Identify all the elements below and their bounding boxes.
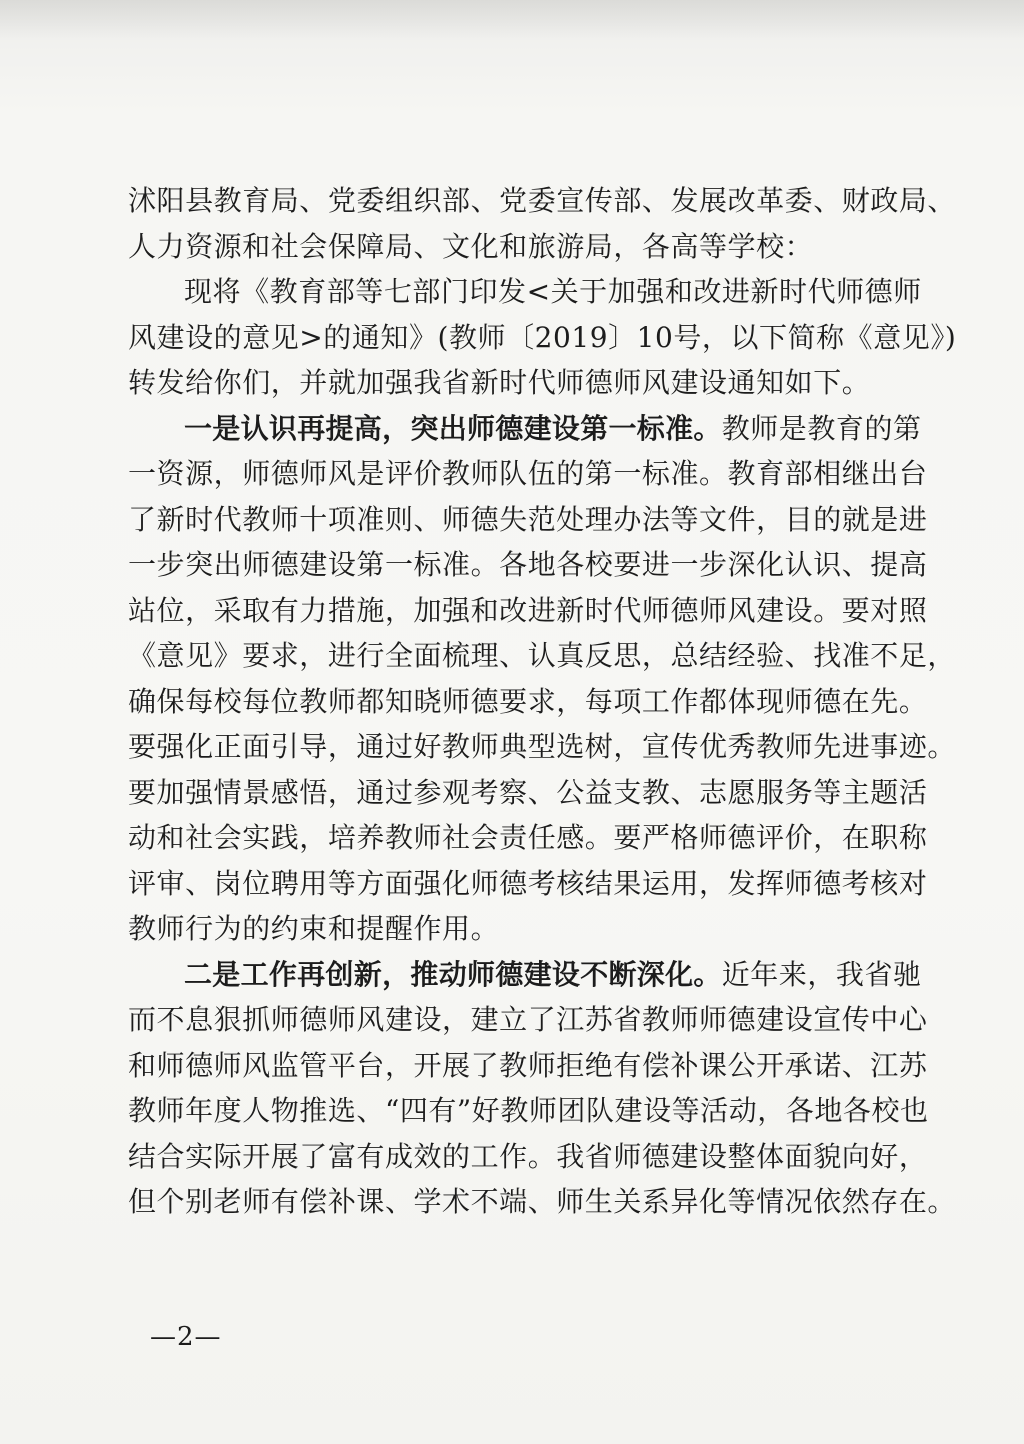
section1-line: 要加强情景感悟，通过参观考察、公益支教、志愿服务等主题活 <box>128 775 928 809</box>
section1-line: 一步突出师德建设第一标准。各地各校要进一步深化认识、提高 <box>128 548 928 581</box>
section2-heading: 二是工作再创新，推动师德建设不断深化。 <box>184 957 722 991</box>
section1-line: 确保每校每位教师都知晓师德要求，每项工作都体现师德在先。 <box>128 684 928 718</box>
section1-line: 动和社会实践，培养教师社会责任感。要严格师德评价，在职称 <box>128 821 928 854</box>
section1-first-line-rest: 教师是教育的第 <box>721 411 922 445</box>
section2-first-line-rest: 近年来，我省驰 <box>721 957 922 991</box>
section2-line: 而不息狠抓师德师风建设，建立了江苏省教师师德建设宣传中心 <box>128 1003 928 1036</box>
section2-line: 和师德师风监管平台，开展了教师拒绝有偿补课公开承诺、江苏 <box>128 1048 928 1082</box>
section1-heading: 一是认识再提高，突出师德建设第一标准。 <box>184 411 722 445</box>
section2-line: 结合实际开展了富有成效的工作。我省师德建设整体面貌向好， <box>128 1139 928 1173</box>
section1-line: 教师行为的约束和提醒作用。 <box>128 912 500 945</box>
salutation-line: 人力资源和社会保障局、文化和旅游局，各高等学校： <box>128 229 814 263</box>
section1-line: 一资源，师德师风是评价教师队伍的第一标准。教育部相继出台 <box>128 457 928 490</box>
section1-line: 《意见》要求，进行全面梳理、认真反思，总结经验、找准不足， <box>128 639 956 672</box>
scan-shadow <box>0 0 1024 40</box>
section1-line: 要强化正面引导，通过好教师典型选树，宣传优秀教师先进事迹。 <box>128 730 956 763</box>
section1-line: 评审、岗位聘用等方面强化师德考核结果运用，发挥师德考核对 <box>128 866 928 900</box>
section2-line: 但个别老师有偿补课、学术不端、师生关系异化等情况依然存在。 <box>128 1185 956 1218</box>
section1-line: 站位，采取有力措施，加强和改进新时代师德师风建设。要对照 <box>128 593 928 627</box>
section2-line: 教师年度人物推选、“四有”好教师团队建设等活动，各地各校也 <box>128 1094 929 1127</box>
intro-line: 转发给你们，并就加强我省新时代师德师风建设通知如下。 <box>128 366 871 399</box>
intro-line: 风建设的意见>的通知》(教师〔2019〕10号，以下简称《意见》) <box>128 320 957 354</box>
section1-first-line <box>128 406 922 452</box>
intro-line: 现将《教育部等七部门印发<关于加强和改进新时代师德师 <box>184 275 922 308</box>
section1-line: 了新时代教师十项准则、师德失范处理办法等文件，目的就是进 <box>128 502 928 536</box>
document-body <box>128 178 957 1225</box>
section2-first-line <box>128 952 922 998</box>
salutation-line: 沭阳县教育局、党委组织部、党委宣传部、发展改革委、财政局、 <box>128 184 956 217</box>
page-number: —2— <box>150 1322 222 1352</box>
